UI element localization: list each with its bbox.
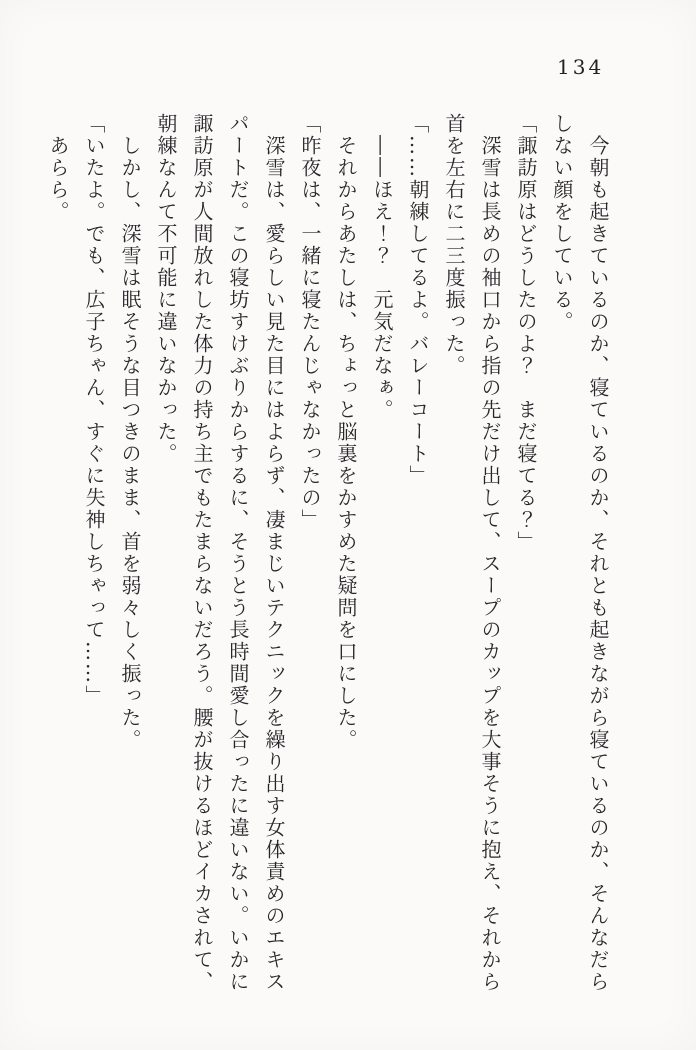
text-line: しかし、深雪は眠そうな目つきのまま、首を弱々しく振った。 <box>118 113 142 751</box>
text-block <box>40 113 616 999</box>
text-line: しない顔をしている。 <box>550 113 574 333</box>
text-line: 「諏訪原はどうしたのよ？ まだ寝てる？」 <box>514 113 538 553</box>
text-line: あらら。 <box>46 113 70 223</box>
page-number: 134 <box>557 55 605 79</box>
text-line: 今朝も起きているのか、寝ているのか、それとも起きながら寝ているのか、そんなだら <box>586 113 610 993</box>
text-line: 「いたよ。でも、広子ちゃん、すぐに失神しちゃって……」 <box>82 113 106 707</box>
text-line: それからあたしは、ちょっと脳裏をかすめた疑問を口にした。 <box>334 113 358 751</box>
text-line: ――ほえ！？ 元気だなぁ。 <box>370 113 394 421</box>
text-line: 首を左右に二三度振った。 <box>442 113 466 377</box>
text-line: パートだ。この寝坊すけぶりからするに、そうとう長時間愛し合ったに違いない。いかに <box>226 113 250 993</box>
text-line: 深雪は、愛らしい見た目にはよらず、凄まじいテクニックを繰り出す女体責めのエキス <box>262 113 286 993</box>
text-line: 深雪は長めの袖口から指の先だけ出して、スープのカップを大事そうに抱え、それから <box>478 113 502 993</box>
text-line: 朝練なんて不可能に違いなかった。 <box>154 113 178 465</box>
text-line: 「昨夜は、一緒に寝たんじゃなかったの」 <box>298 113 322 531</box>
text-line: 「……朝練してるよ。バレーコート」 <box>406 113 430 487</box>
text-line: 諏訪原が人間放れした体力の持ち主でもたまらないだろう。腰が抜けるほどイカされて、 <box>190 113 214 993</box>
